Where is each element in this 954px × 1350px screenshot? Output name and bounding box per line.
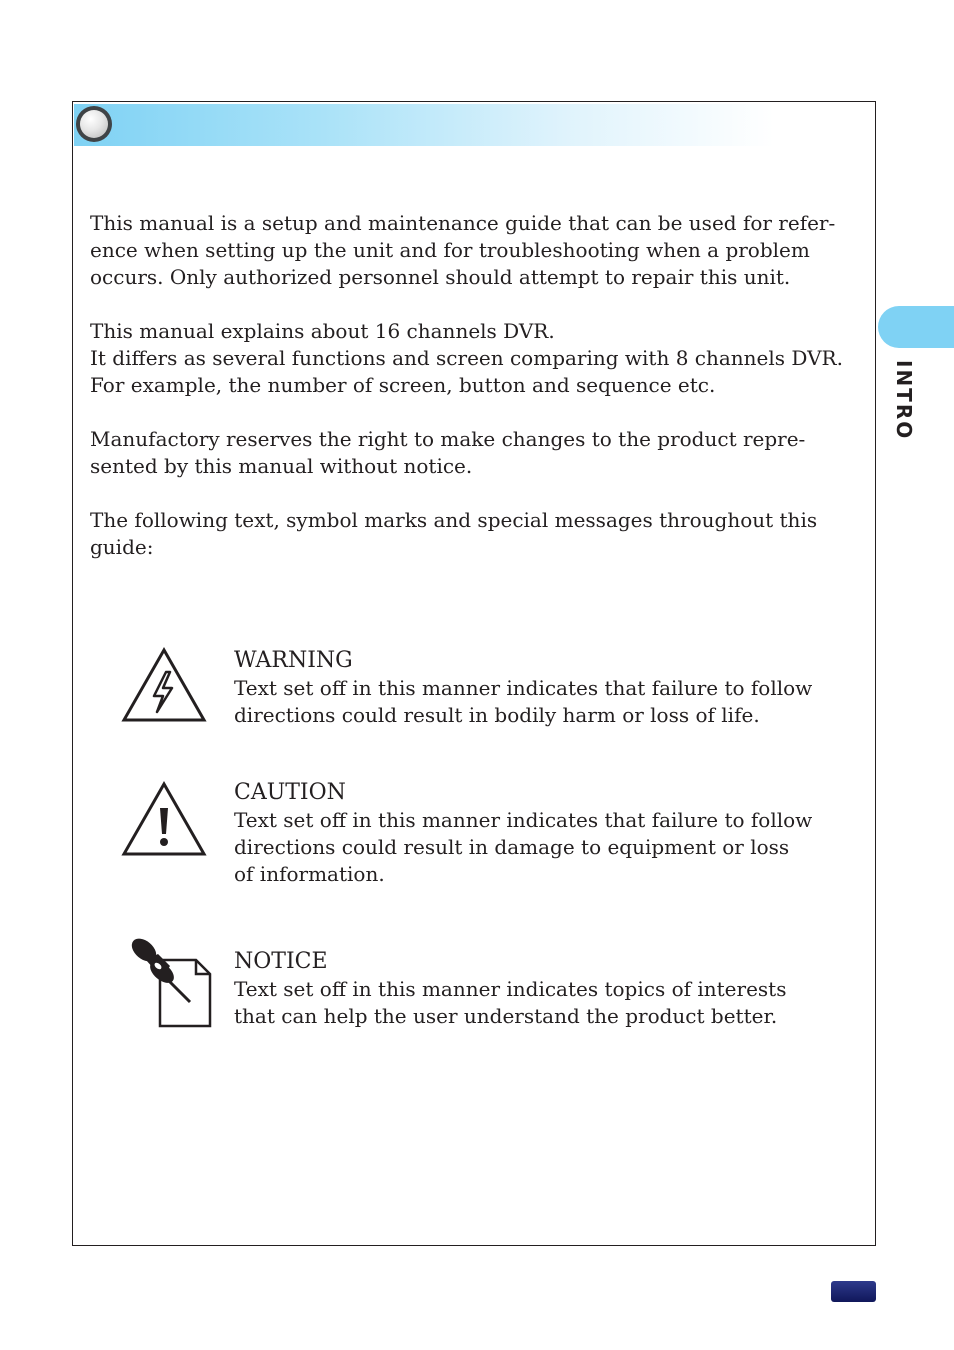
text-line: The following text, symbol marks and special messages throughout this	[90, 508, 818, 532]
intro-side-tab[interactable]	[878, 306, 954, 348]
pushpin-note-icon	[122, 936, 216, 1030]
text-line: ence when setting up the unit and for troubleshooting when a problem	[90, 238, 810, 262]
section-header-band	[74, 104, 774, 146]
text-line: directions could result in bodily harm or loss of life.	[234, 703, 760, 727]
text-line: that can help the user understand the product better.	[234, 1004, 778, 1028]
text-line: Text set off in this manner indicates topics of interests	[234, 977, 787, 1001]
text-line: of information.	[234, 862, 385, 886]
text-line: Text set off in this manner indicates that failure to follow	[234, 676, 813, 700]
page-number-tab	[831, 1281, 876, 1302]
text-line: This manual explains about 16 channels DVR.	[90, 319, 555, 343]
text-line: Text set off in this manner indicates that failure to follow	[234, 808, 813, 832]
intro-paragraph	[90, 507, 860, 561]
text-line: sented by this manual without notice.	[90, 454, 473, 478]
text-line: directions could result in damage to equipment or loss	[234, 835, 790, 859]
warning-notice	[234, 646, 854, 729]
section-bullet-icon	[76, 106, 112, 142]
notice-title: NOTICE	[234, 949, 328, 974]
text-line: It differs as several functions and screen comparing with 8 channels DVR.	[90, 346, 843, 370]
warning-lightning-icon	[120, 646, 208, 724]
warning-title: WARNING	[234, 648, 353, 673]
intro-paragraph	[90, 318, 860, 399]
caution-notice	[234, 778, 854, 888]
intro-paragraph	[90, 426, 860, 480]
notice-notice	[234, 947, 854, 1030]
intro-text	[90, 210, 860, 588]
text-line: For example, the number of screen, button and sequence etc.	[90, 373, 716, 397]
text-line: This manual is a setup and maintenance guide that can be used for refer-	[90, 211, 836, 235]
caution-exclamation-icon	[120, 780, 208, 858]
text-line: Manufactory reserves the right to make changes to the product repre-	[90, 427, 806, 451]
intro-side-label: INTRO	[892, 360, 916, 441]
intro-paragraph	[90, 210, 860, 291]
text-line: guide:	[90, 535, 154, 559]
text-line: occurs. Only authorized personnel should attempt to repair this unit.	[90, 265, 791, 289]
caution-title: CAUTION	[234, 780, 346, 805]
